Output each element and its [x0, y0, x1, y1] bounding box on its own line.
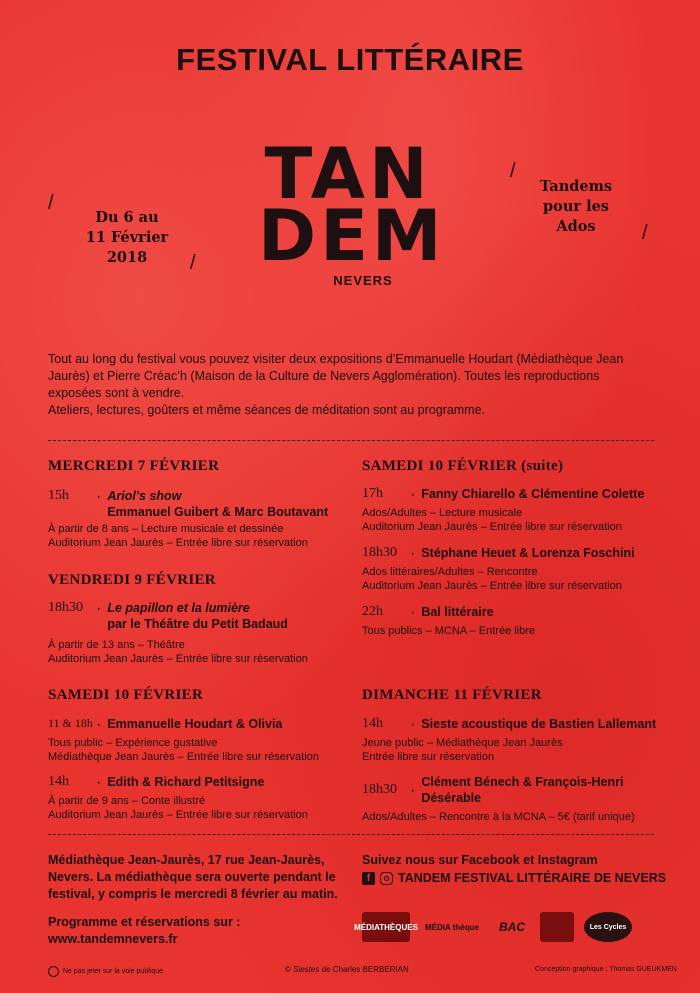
recycle-icon: [48, 966, 59, 977]
event-title: par le Théâtre du Petit Badaud: [107, 617, 288, 631]
ados-line: Ados: [556, 218, 596, 235]
event-time: 18h30: [362, 782, 397, 797]
social-info: [362, 852, 666, 887]
event-time: 11 & 18h: [48, 716, 93, 730]
event-time: 14h: [48, 774, 69, 789]
event-title: Emmanuelle Houdart & Olivia: [107, 717, 283, 731]
event-detail: À partir de 13 ans – Théâtre: [48, 639, 185, 651]
event-item: 11 & 18h · Emmanuelle Houdart & Olivia: [48, 716, 283, 733]
event-details: [362, 736, 563, 764]
event-item: 14h · Sieste acoustique de Bastien Lallemant: [362, 716, 657, 733]
event-title: Sieste acoustique de Bastien Lallemant: [421, 717, 657, 731]
event-detail: Auditorium Jean Jaurès – Entrée libre sur réservation: [48, 653, 308, 665]
venue-info: [48, 852, 358, 903]
event-title: Stéphane Heuet & Lorenza Foschini: [421, 546, 635, 560]
event-details: [362, 810, 635, 824]
event-time: 18h30: [48, 600, 83, 615]
day-heading-sunday: DIMANCHE 11 FÉVRIER: [362, 687, 542, 703]
footer-right: Conception graphique : Thomas GUEUKMEN: [535, 966, 677, 973]
event-item: 18h30 · Stéphane Heuet & Lorenza Foschini: [362, 545, 635, 562]
event-item: 22h · Bal littéraire: [362, 604, 494, 621]
event-title: Le papillon et la lumière: [107, 601, 250, 615]
sponsor-logo-cycles: Les Cycles: [584, 912, 632, 942]
ados-line: pour les: [543, 198, 609, 215]
tandem-logo: [258, 133, 446, 288]
slash-decoration: /: [48, 192, 54, 214]
event-title: Bal littéraire: [421, 605, 494, 619]
instagram-icon[interactable]: [380, 872, 393, 885]
footer-disclaimer: Ne pas jeter sur la voie publique: [63, 968, 164, 975]
event-time: 14h: [362, 716, 383, 731]
event-detail: Médiathèque Jean Jaurès – Entrée libre sur réservation: [48, 751, 319, 763]
event-item: 15h · Ariol’s show Emmanuel Guibert & Marc Boutavant: [48, 488, 329, 519]
event-time: 17h: [362, 486, 383, 501]
event-detail: Ados/Adultes – Lecture musicale: [362, 507, 523, 519]
intro-paragraph: Ateliers, lectures, goûters et même séances de méditation sont au programme.: [48, 403, 486, 417]
day-heading-saturday: SAMEDI 10 FÉVRIER: [48, 687, 204, 703]
event-details: [48, 638, 308, 666]
event-title: Fanny Chiarello & Clémentine Colette: [421, 487, 645, 501]
event-details: [48, 522, 308, 550]
event-detail: À partir de 9 ans – Conte illustré: [48, 795, 206, 807]
social-handle[interactable]: TANDEM FESTIVAL LITTÉRAIRE DE NEVERS: [398, 871, 667, 885]
sponsor-logo-crest: [540, 912, 574, 942]
event-details: [48, 736, 319, 764]
credit-author: de Charles BERBERIAN: [321, 965, 409, 974]
logo-line-1: TAN: [264, 133, 432, 215]
copyright-symbol: ©: [285, 965, 291, 974]
page-title: FESTIVAL LITTÉRAIRE: [176, 42, 524, 77]
logo-line-2: DEM: [258, 195, 446, 277]
festival-dates: [72, 208, 182, 268]
footer-center: [285, 965, 409, 974]
event-detail: Ados littéraires/Adultes – Rencontre: [362, 566, 538, 578]
ados-line: Tandems: [539, 178, 613, 195]
dates-line: 2018: [106, 249, 148, 266]
event-detail: Auditorium Jean Jaurès – Entrée libre sur réservation: [362, 580, 622, 592]
event-detail: Auditorium Jean Jaurès – Entrée libre sur réservation: [48, 537, 308, 549]
event-details: [48, 794, 308, 822]
dates-line: 11 Février: [85, 229, 169, 246]
sponsor-logo-bac: BAC: [499, 920, 525, 934]
intro-text: [48, 351, 656, 419]
day-heading-wednesday: MERCREDI 7 FÉVRIER: [48, 458, 220, 474]
logo-city: NEVERS: [333, 273, 393, 288]
event-title: Clément Bénech & François-Henri: [421, 775, 624, 789]
program-info: [48, 914, 358, 948]
facebook-icon[interactable]: f: [362, 872, 375, 885]
intro-paragraph: Tout au long du festival vous pouvez visiter deux expositions d’Emmanuelle Houdart (Médiathèque Jean Jaurès) et Pierre Créac’h (Maison de la Culture de Nevers Agglomération). Toutes les reproductions exposées sont à vendre.: [48, 352, 624, 400]
event-item: 17h · Fanny Chiarello & Clémentine Colette: [362, 486, 645, 503]
divider: [48, 834, 654, 835]
event-title: Ariol’s show: [107, 489, 182, 503]
event-detail: Tous publics – MCNA – Entrée libre: [362, 625, 536, 637]
sponsor-logo-mediatheque-jean-jaures: MÉDIA thèque: [425, 922, 479, 932]
event-detail: Tous public – Expérience gustative: [48, 737, 218, 749]
event-details: [362, 624, 535, 638]
event-title: Edith & Richard Petitsigne: [107, 775, 265, 789]
ados-tagline: [525, 177, 627, 237]
event-detail: Jeune public – Médiathèque Jean Jaurès: [362, 737, 563, 749]
credit-work: Siestes: [293, 965, 320, 974]
event-detail: Auditorium Jean Jaurès – Entrée libre sur réservation: [48, 809, 308, 821]
slash-decoration: /: [510, 160, 516, 182]
event-details: [362, 506, 622, 534]
event-time: 22h: [362, 604, 383, 619]
event-item: 18h30 · Clément Bénech & François-Henri Désérable: [362, 775, 624, 805]
event-time: 18h30: [362, 545, 397, 560]
venue-line: Médiathèque Jean-Jaurès, 17 rue Jean-Jaurès,: [48, 853, 325, 867]
slash-decoration: /: [642, 222, 648, 244]
event-detail: Ados/Adultes – Rencontre à la MCNA – 5€ (tarif unique): [362, 811, 635, 823]
sponsor-logos: [354, 912, 632, 942]
event-details: [362, 565, 622, 593]
event-title: Désérable: [421, 791, 482, 805]
venue-line: Nevers. La médiathèque sera ouverte pendant le: [48, 870, 336, 884]
event-time: 15h: [48, 488, 69, 503]
event-detail: Auditorium Jean Jaurès – Entrée libre sur réservation: [362, 521, 622, 533]
event-item: 18h30 · Le papillon et la lumière par le Théâtre du Petit Badaud: [48, 600, 288, 631]
social-label: Suivez nous sur Facebook et Instagram: [362, 853, 598, 867]
sponsor-logo-mediatheques: MÉDIATHÈQUES: [362, 912, 410, 942]
website-link[interactable]: www.tandemnevers.fr: [48, 932, 178, 946]
day-heading-saturday-cont: SAMEDI 10 FÉVRIER (suite): [362, 458, 564, 474]
footer-left: [48, 966, 163, 977]
program-label: Programme et réservations sur :: [48, 915, 241, 929]
event-detail: Entrée libre sur réservation: [362, 751, 495, 763]
dates-line: Du 6 au: [95, 209, 159, 226]
day-heading-friday: VENDREDI 9 FÉVRIER: [48, 572, 216, 588]
event-title: Emmanuel Guibert & Marc Boutavant: [107, 505, 329, 519]
event-item: 14h · Edith & Richard Petitsigne: [48, 774, 265, 791]
venue-line: festival, y compris le mercredi 8 février au matin.: [48, 887, 338, 901]
event-detail: À partir de 8 ans – Lecture musicale et dessinée: [48, 523, 284, 535]
slash-decoration: /: [190, 252, 196, 274]
divider: [48, 440, 654, 441]
